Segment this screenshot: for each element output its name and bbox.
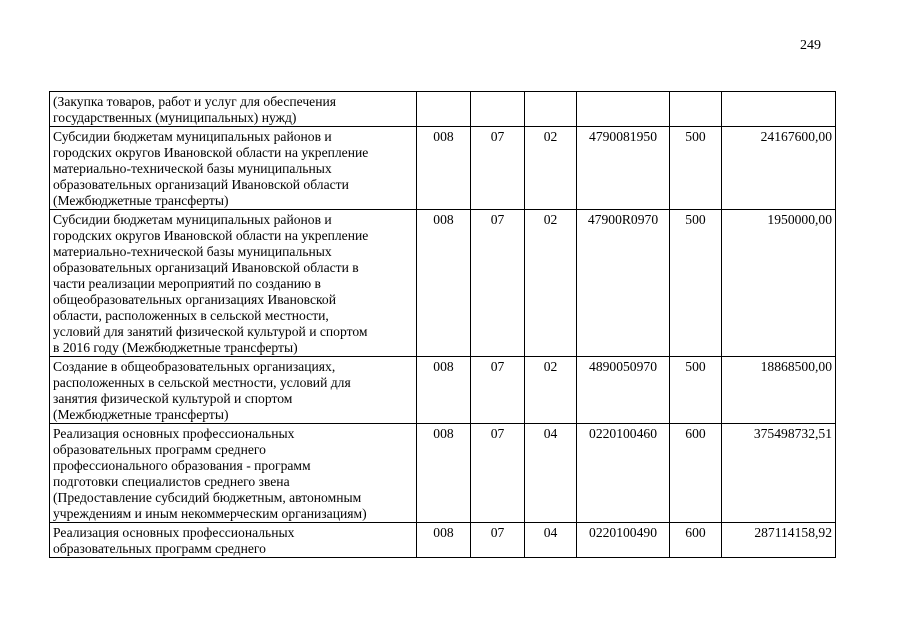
expense-type-cell: 500: [670, 210, 722, 357]
section-code-cell: 07: [471, 127, 525, 210]
description-cell: [50, 523, 417, 558]
description-line: занятия физической культурой и спортом: [53, 391, 293, 406]
description-cell: [50, 92, 417, 127]
target-article-cell: 0220100460: [577, 424, 670, 523]
table-row: [50, 210, 836, 357]
description-cell: [50, 357, 417, 424]
subsection-code-cell: 02: [525, 210, 577, 357]
description-line: (Закупка товаров, работ и услуг для обеспечения: [53, 94, 337, 109]
section-code-cell: 07: [471, 424, 525, 523]
description-line: городских округов Ивановской области на укрепление: [53, 145, 369, 160]
description-line: Субсидии бюджетам муниципальных районов и: [53, 129, 332, 144]
target-article-cell: 0220100490: [577, 523, 670, 558]
section-code-cell: 07: [471, 357, 525, 424]
description-cell: [50, 210, 417, 357]
section-code-cell: 07: [471, 210, 525, 357]
description-line: Реализация основных профессиональных: [53, 426, 295, 441]
expense-type-cell: [670, 92, 722, 127]
expense-type-cell: 600: [670, 424, 722, 523]
target-article-cell: 4890050970: [577, 357, 670, 424]
target-article-cell: [577, 92, 670, 127]
subsection-code-cell: 04: [525, 523, 577, 558]
description-line: материально-технической базы муниципальных: [53, 244, 332, 259]
amount-cell: 24167600,00: [722, 127, 836, 210]
expense-type-cell: 500: [670, 357, 722, 424]
ministry-code-cell: 008: [417, 357, 471, 424]
ministry-code-cell: 008: [417, 210, 471, 357]
description-line: профессионального образования - программ: [53, 458, 311, 473]
description-line: (Предоставление субсидий бюджетным, автономным: [53, 490, 362, 505]
description-line: Субсидии бюджетам муниципальных районов и: [53, 212, 332, 227]
section-code-cell: [471, 92, 525, 127]
description-line: подготовки специалистов среднего звена: [53, 474, 290, 489]
description-line: образовательных организаций Ивановской области: [53, 177, 349, 192]
table-row: [50, 424, 836, 523]
description-line: условий для занятий физической культурой и спортом: [53, 324, 368, 339]
amount-cell: [722, 92, 836, 127]
description-line: образовательных программ среднего: [53, 541, 266, 556]
ministry-code-cell: [417, 92, 471, 127]
budget-table: [49, 91, 836, 558]
section-code-cell: 07: [471, 523, 525, 558]
table-row: [50, 127, 836, 210]
description-line: части реализации мероприятий по созданию в: [53, 276, 321, 291]
ministry-code-cell: 008: [417, 424, 471, 523]
budget-table-body: [50, 92, 836, 558]
page-number: 249: [800, 38, 821, 53]
target-article-cell: 47900R0970: [577, 210, 670, 357]
target-article-cell: 4790081950: [577, 127, 670, 210]
description-line: Создание в общеобразовательных организациях,: [53, 359, 336, 374]
ministry-code-cell: 008: [417, 523, 471, 558]
table-row: [50, 92, 836, 127]
description-line: материально-технической базы муниципальных: [53, 161, 332, 176]
description-line: городских округов Ивановской области на укрепление: [53, 228, 369, 243]
description-line: области, расположенных в сельской местности,: [53, 308, 329, 323]
amount-cell: 375498732,51: [722, 424, 836, 523]
description-line: учреждениям и иным некоммерческим организациям): [53, 506, 367, 521]
description-cell: [50, 424, 417, 523]
subsection-code-cell: 02: [525, 127, 577, 210]
expense-type-cell: 500: [670, 127, 722, 210]
description-cell: [50, 127, 417, 210]
subsection-code-cell: 02: [525, 357, 577, 424]
description-line: в 2016 году (Межбюджетные трансферты): [53, 340, 298, 355]
description-line: образовательных программ среднего: [53, 442, 266, 457]
description-line: Реализация основных профессиональных: [53, 525, 295, 540]
description-line: государственных (муниципальных) нужд): [53, 110, 297, 125]
expense-type-cell: 600: [670, 523, 722, 558]
description-line: расположенных в сельской местности, условий для: [53, 375, 351, 390]
amount-cell: 287114158,92: [722, 523, 836, 558]
description-line: (Межбюджетные трансферты): [53, 193, 229, 208]
description-line: (Межбюджетные трансферты): [53, 407, 229, 422]
table-row: [50, 357, 836, 424]
subsection-code-cell: 04: [525, 424, 577, 523]
table-row: [50, 523, 836, 558]
description-line: общеобразовательных организациях Ивановской: [53, 292, 336, 307]
ministry-code-cell: 008: [417, 127, 471, 210]
subsection-code-cell: [525, 92, 577, 127]
amount-cell: 1950000,00: [722, 210, 836, 357]
amount-cell: 18868500,00: [722, 357, 836, 424]
description-line: образовательных организаций Ивановской области в: [53, 260, 359, 275]
